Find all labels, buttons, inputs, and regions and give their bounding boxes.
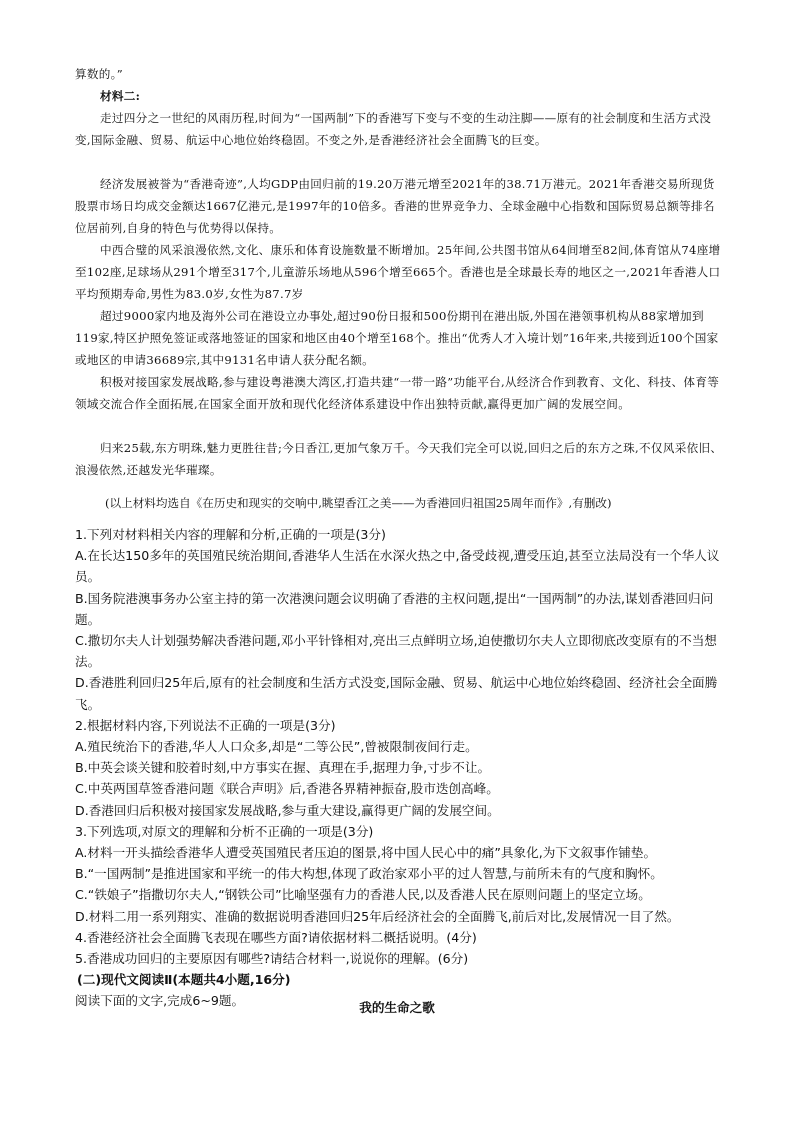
question-1-option-b: B.国务院港澳事务办公室主持的第一次港澳问题会议明确了香港的主权问题,提出“一国两制”的办法,谋划香港回归问题。 [75,590,714,627]
question-2-option-c: C.中英两国草签香港问题《联合声明》后,香港各界精神振奋,股市迭创高峰。 [75,781,499,797]
question-2-option-a: A.殖民统治下的香港,华人人口众多,却是“二等公民”,曾被限制夜间行走。 [75,739,478,755]
questions-block [75,524,723,1012]
question-1-option-c: C.撒切尔夫人计划强势解决香港问题,邓小平针锋相对,亮出三点鲜明立场,迫使撒切尔夫人立即彻底改变原有的不当想法。 [75,633,717,670]
question-1-option-a: A.在长达150多年的英国殖民统治期间,香港华人生活在水深火热之中,备受歧视,遭受压迫,甚至立法局没有一个华人议员。 [75,548,720,585]
question-3-option-d: D.材料二用一系列翔实、准确的数据说明香港回归25年后经济社会的全面腾飞,前后对比,发展情况一目了然。 [75,908,680,924]
question-1-option-d: D.香港胜利回归25年后,原有的社会制度和生活方式没变,国际金融、贸易、航运中心地位始终稳固、经济社会全面腾飞。 [75,675,718,712]
question-5-stem: 5.香港成功回归的主要原因有哪些?请结合材料一,说说你的理解。(6分) [75,951,469,967]
question-2-option-b: B.中英会谈关键和胶着时刻,中方事实在握、真理在手,据理力争,寸步不让。 [75,760,491,776]
question-2-stem: 2.根据材料内容,下列说法不正确的一项是(3分) [75,717,336,733]
material2-paragraph-1: 走过四分之一世纪的风雨历程,时间为“一国两制”下的香港写下变与不变的生动注脚——原有的社会制度和生活方式没变,国际金融、贸易、航运中心地位始终稳固。不变之外,是香港经济社会全面腾飞的巨变。 [75,111,712,147]
material2-heading: 材料二: [100,89,141,103]
question-1-stem: 1.下列对材料相关内容的理解和分析,正确的一项是(3分) [75,527,386,542]
material2-paragraph-2: 经济发展被誉为“香港奇迹”,人均GDP由回归前的19.20万港元增至2021年的38.71万港元。2021年香港交易所现货股票市场日均成交金额达1667亿港元,是1997年的10倍多。香港的世界竞争力、全球金融中心指数和国际贸易总额等排名位居前列,自身的特色与优势得以保持。 [75,177,715,235]
source-citation: (以上材料均选自《在历史和现实的交响中,眺望香江之美——为香港回归祖国25周年而作》,有删改) [105,495,612,510]
material2-paragraph-4: 超过9000家内地及海外公司在港设立办事处,超过90份日报和500份期刊在港出版,外国在港领事机构从88家增加到119家,特区护照免签证或落地签证的国家和地区由40个增至168个。推出“优秀人才入境计划”16年来,共接到近100个国家或地区的申请36689宗,其中9131名申请人获分配名额。 [75,309,719,367]
question-3-option-a: A.材料一开头描绘香港华人遭受英国殖民者压迫的图景,将中国人民心中的痛”具象化,为下文叙事作铺垫。 [75,845,657,861]
top-line: 算数的。” [75,67,124,81]
material2-paragraph-5: 积极对接国家发展战略,参与建设粤港澳大湾区,打造共建“一带一路”功能平台,从经济合作到教育、文化、科技、体育等领域交流合作全面拓展,在国家全面开放和现代化经济体系建设中作出独特贡献,赢得更加广阔的发展空间。 [75,375,720,411]
section2-instruction: 阅读下面的文字,完成6~9题。 [75,993,245,1009]
question-3-stem: 3.下列选项,对原文的理解和分析不正确的一项是(3分) [75,823,374,839]
material2-paragraph-3: 中西合璧的风采浪漫依然,文化、康乐和体育设施数量不断增加。25年间,公共图书馆从64间增至82间,体育馆从74座增至102座,足球场从291个增至317个,儿童游乐场地从596个增至665个。香港也是全球最长寿的地区之一,2021年香港人口平均预期寿命,男性为83.0岁,女性为87.7岁 [75,243,721,301]
question-3-option-b: B.“一国两制”是推进国家和平统一的伟大构想,体现了政治家邓小平的过人智慧,与前所未有的气度和胸怀。 [75,866,663,882]
material2-paragraph-6: 归来25载,东方明珠,魅力更胜往昔;今日香江,更加气象万千。今天我们完全可以说,回归之后的东方之珠,不仅风采依旧、浪漫依然,还越发光华璀璨。 [75,441,723,477]
passage-title: 我的生命之歌 [359,1000,435,1015]
question-3-option-c: C.“铁娘子”指撒切尔夫人,“钢铁公司”比喻坚强有力的香港人民,以及香港人民在原则问题上的坚定立场。 [75,887,651,903]
question-2-option-d: D.香港回归后积极对接国家发展战略,参与重大建设,赢得更广阔的发展空间。 [75,802,500,818]
section2-heading: (二)现代文阅读Ⅱ(本题共4小题,16分) [77,972,291,988]
question-4-stem: 4.香港经济社会全面腾飞表现在哪些方面?请依据材料二概括说明。(4分) [75,929,477,945]
